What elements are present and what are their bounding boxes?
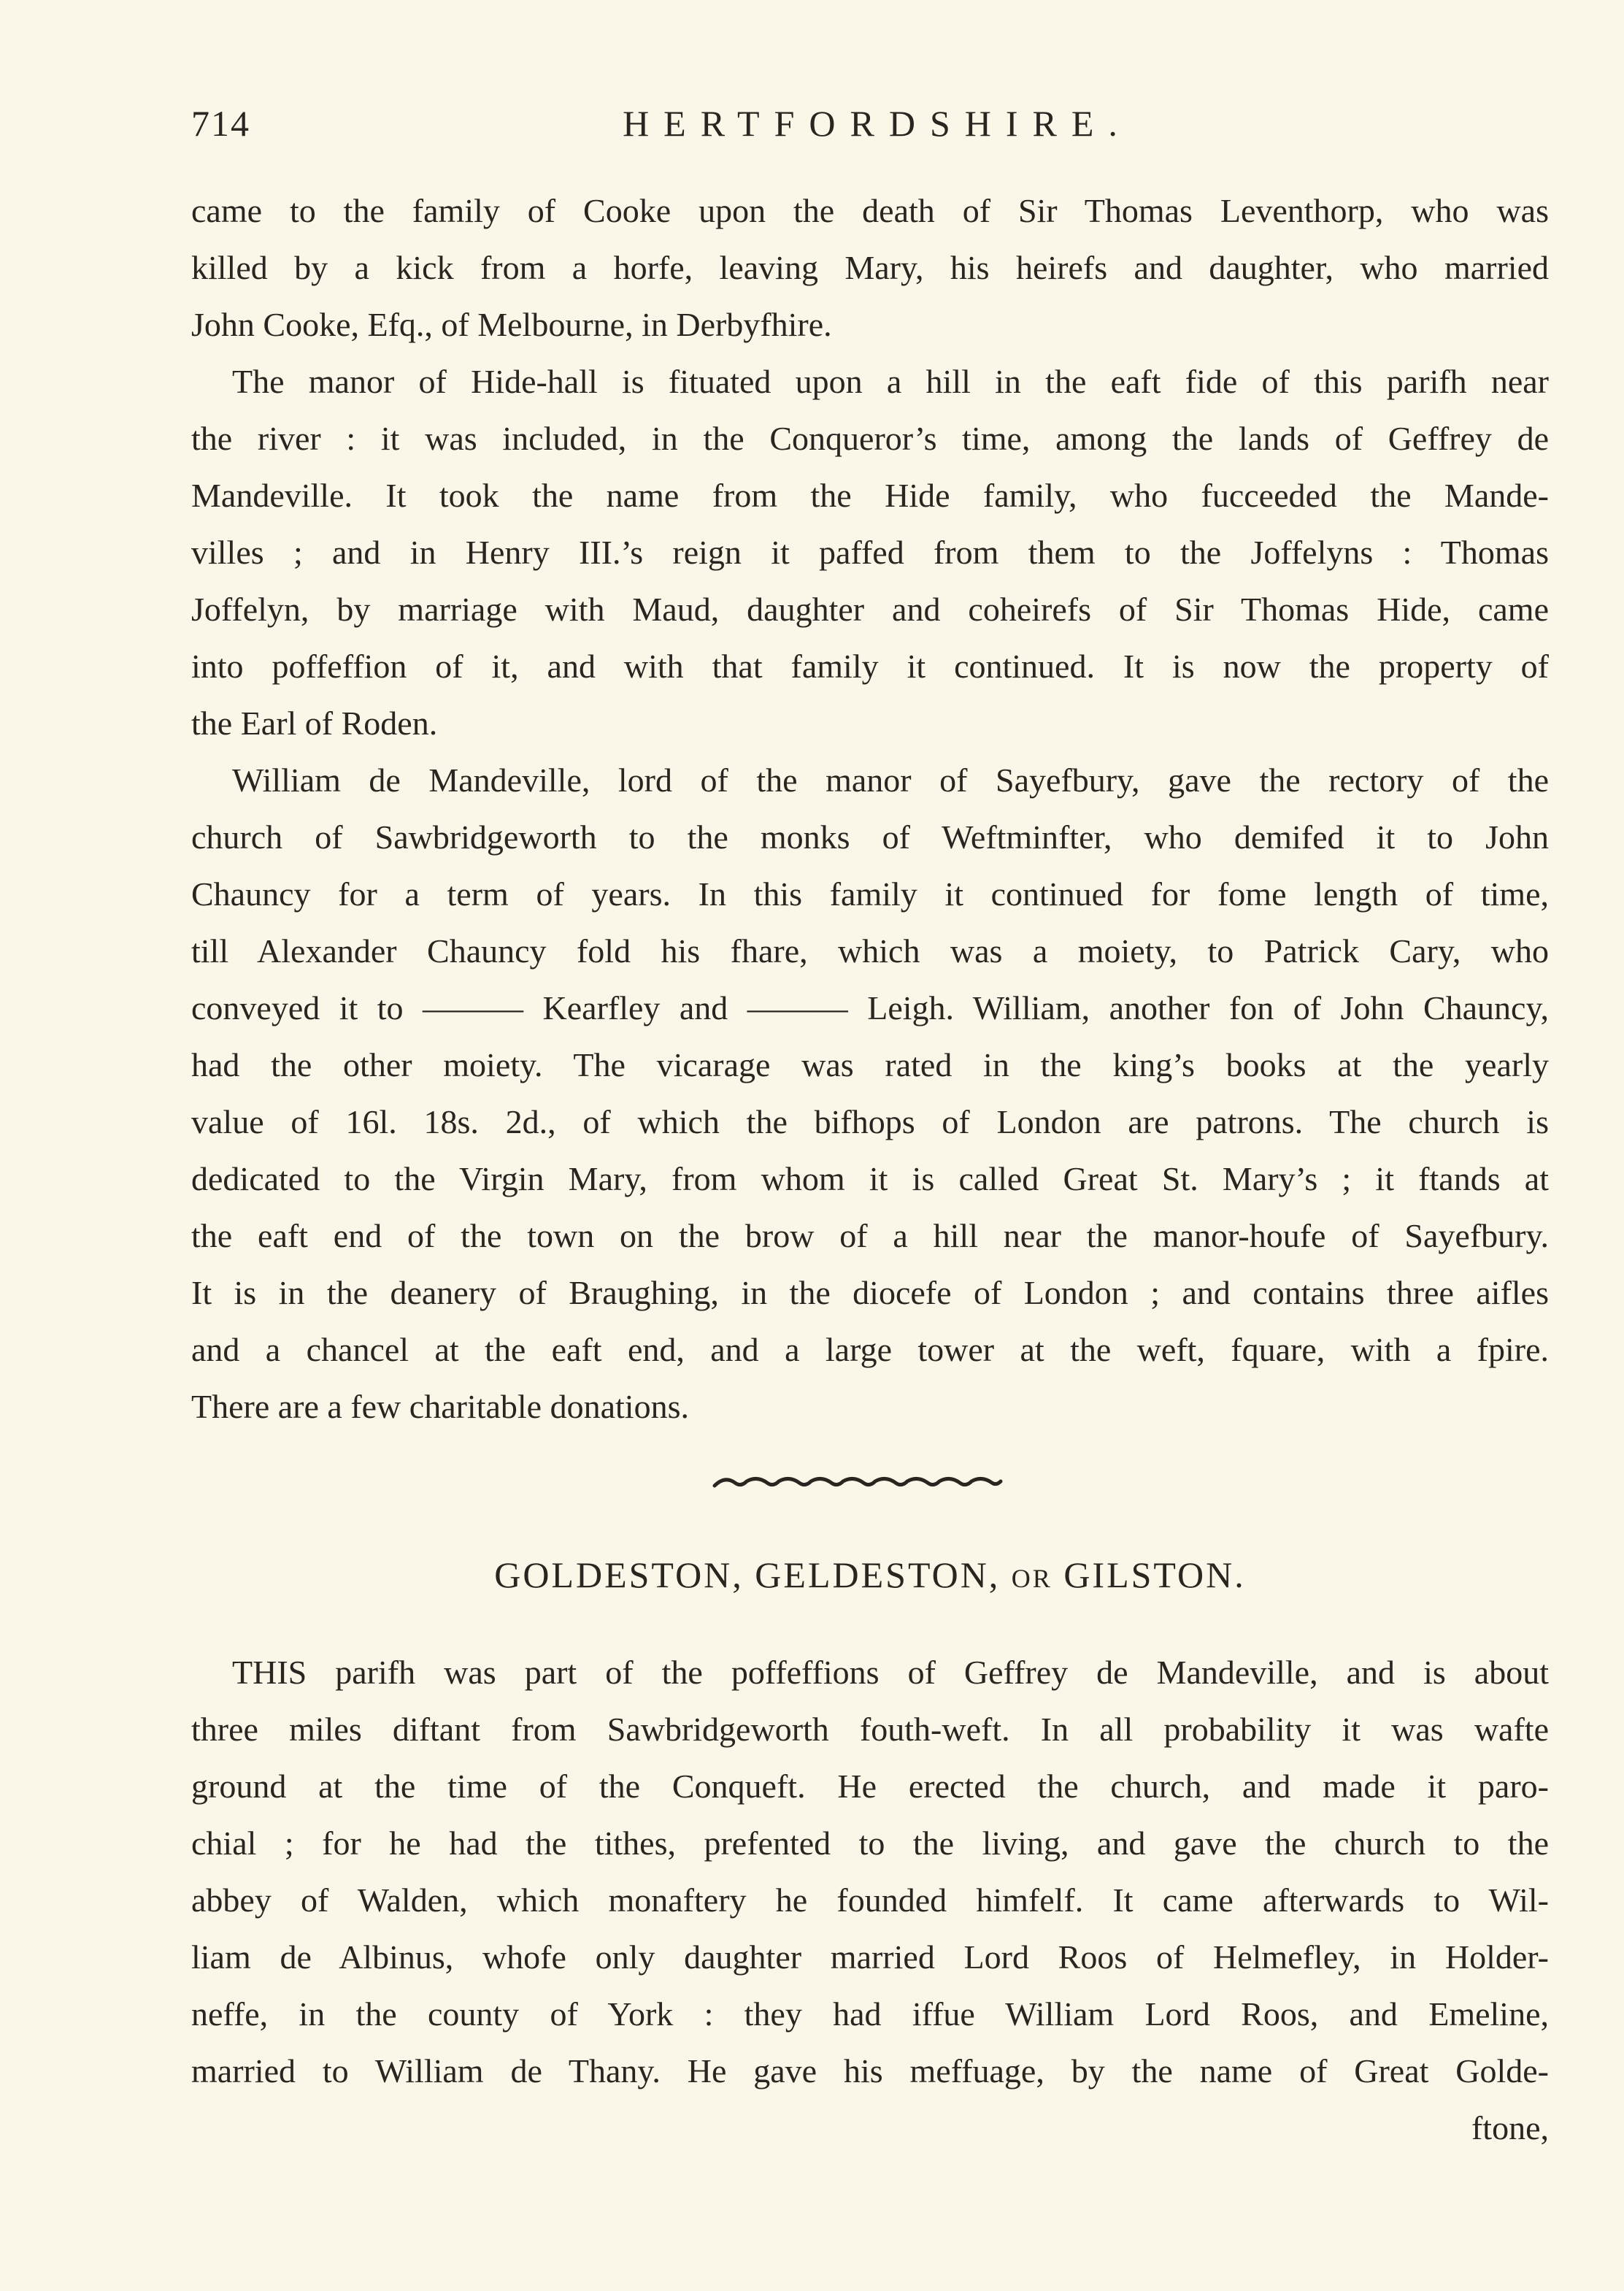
text-line: value of 16l. 18s. 2d., of which the bifhops of London are patrons. The church is bbox=[191, 1103, 1549, 1140]
text-line: neffe, in the county of York : they had iffue William Lord Roos, and Emeline, bbox=[191, 1995, 1549, 2033]
catchword: ftone, bbox=[1471, 2109, 1549, 2146]
text-line: abbey of Walden, which monaftery he founded himfelf. It came afterwards to Wil- bbox=[191, 1881, 1549, 1919]
text-line: had the other moiety. The vicarage was rated in the king’s books at the yearly bbox=[191, 1046, 1549, 1083]
text-line: liam de Albinus, whofe only daughter married Lord Roos of Helmefley, in Holder- bbox=[191, 1938, 1549, 1976]
text-line: John Cooke, Efq., of Melbourne, in Derbyfhire. bbox=[191, 306, 832, 343]
text-line: Chauncy for a term of years. In this family it continued for fome length of time, bbox=[191, 875, 1549, 913]
text-line: Mandeville. It took the name from the Hide family, who fucceeded the Mande- bbox=[191, 477, 1549, 514]
text-line: into poffeffion of it, and with that family it continued. It is now the property of bbox=[191, 648, 1549, 685]
text-line: William de Mandeville, lord of the manor of Sayefbury, gave the rectory of the bbox=[232, 761, 1549, 799]
running-head bbox=[191, 102, 1563, 153]
text-line: dedicated to the Virgin Mary, from whom it is called Great St. Mary’s ; it ftands at bbox=[191, 1160, 1549, 1197]
text-line: three miles diftant from Sawbridgeworth fouth-weft. In all probability it was wafte bbox=[191, 1711, 1549, 1748]
heading-or: OR bbox=[1011, 1564, 1052, 1593]
heading-part-2: GILSTON. bbox=[1063, 1554, 1246, 1595]
ornament-divider bbox=[712, 1471, 1004, 1493]
text-line: There are a few charitable donations. bbox=[191, 1388, 689, 1425]
text-line: ground at the time of the Conqueft. He erected the church, and made it paro- bbox=[191, 1768, 1549, 1805]
text-line: chial ; for he had the tithes, prefented to the living, and gave the church to the bbox=[191, 1824, 1549, 1862]
section-heading bbox=[191, 1554, 1549, 1596]
page-number: 714 bbox=[191, 103, 250, 144]
text-line: church of Sawbridgeworth to the monks of Weftminfter, who demifed it to John bbox=[191, 818, 1549, 856]
body-text-bottom bbox=[191, 1644, 1549, 2157]
text-line: killed by a kick from a horfe, leaving Mary, his heirefs and daughter, who married bbox=[191, 249, 1549, 286]
text-line: villes ; and in Henry III.’s reign it paffed from them to the Joffelyns : Thomas bbox=[191, 534, 1549, 571]
text-line: and a chancel at the eaft end, and a large tower at the weft, fquare, with a fpire. bbox=[191, 1331, 1549, 1368]
text-line: came to the family of Cooke upon the death of Sir Thomas Leventhorp, who was bbox=[191, 192, 1549, 229]
text-line: conveyed it to ——— Kearfley and ——— Leigh. William, another fon of John Chauncy, bbox=[191, 989, 1549, 1026]
text-line: the eaft end of the town on the brow of a hill near the manor-houfe of Sayefbury. bbox=[191, 1217, 1549, 1254]
text-line: married to William de Thany. He gave his meffuage, by the name of Great Golde- bbox=[191, 2052, 1549, 2089]
running-title: HERTFORDSHIRE. bbox=[623, 103, 1132, 144]
body-text-top bbox=[191, 183, 1549, 1435]
text-line: It is in the deanery of Braughing, in the diocefe of London ; and contains three aifles bbox=[191, 1274, 1549, 1311]
text-line: Joffelyn, by marriage with Maud, daughter and coheirefs of Sir Thomas Hide, came bbox=[191, 591, 1549, 628]
text-line: till Alexander Chauncy fold his fhare, which was a moiety, to Patrick Cary, who bbox=[191, 932, 1549, 970]
text-line: The manor of Hide-hall is fituated upon a hill in the eaft fide of this parifh near bbox=[232, 363, 1549, 400]
text-line: the Earl of Roden. bbox=[191, 705, 438, 742]
text-line: THIS parifh was part of the poffeffions of Geffrey de Mandeville, and is about bbox=[232, 1654, 1549, 1691]
heading-part-1: GOLDESTON, GELDESTON, bbox=[494, 1554, 1001, 1595]
text-line: the river : it was included, in the Conqueror’s time, among the lands of Geffrey de bbox=[191, 420, 1549, 457]
